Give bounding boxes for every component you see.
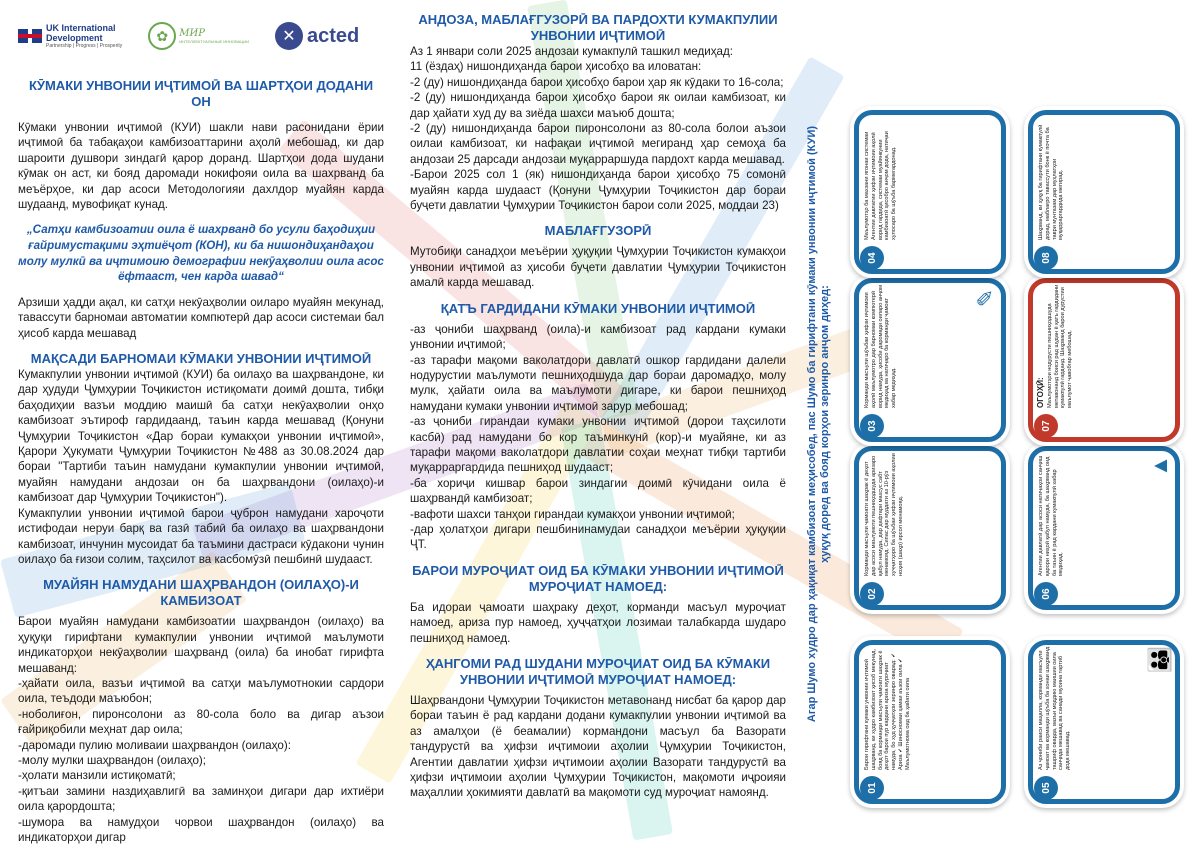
steps-header xyxy=(800,0,848,848)
step-card-05 xyxy=(1024,636,1184,808)
tax-heading: АНДОЗА, МАБЛАҒГУЗОРӢ ВА ПАРДОХТИ КУМАКПУЛИИ УНВОНИИ ИҶТИМОӢ xyxy=(418,12,778,43)
define-paragraph: Барои муайян намудани камбизоатии шаҳрвандон (оилаҳо) ва ҳуқуқи гирифтани кумакпулии унвонии иҷтимоӣ маълумоти индикаторҳои некӯаҳволии шаҳрванд (оила) ба инобат гирифта мешаванд: xyxy=(18,615,384,675)
uk-flag-icon xyxy=(18,29,42,43)
mir-emblem-icon: ✿ xyxy=(148,22,176,50)
step-card-02 xyxy=(850,442,1010,614)
goal-heading: МАҚСАДИ БАРНОМАИ КӮМАКИ УНВОНИИ ИҶТИМОӢ xyxy=(30,351,372,367)
define-list xyxy=(18,676,384,845)
apply-heading: БАРОИ МУРОҶИАТ ОИД БА КӮМАКИ УНВОНИИ ИҶТИМОӢ МУРОҶИАТ НАМОЕД: xyxy=(412,562,784,594)
step-text: Маълумотҳо ба махзани ягонаи системаи Агентии давлатии ҳифзи иҷтимоии аҳолӣ ворид гардида, системаи муайянкунии камбизоатӣ ҳисобро анҷом дода, натиҷаи хулосаро ба шӯъба бармегардонад. xyxy=(864,131,898,240)
panel-middle xyxy=(400,0,800,848)
step-text: Аз ҷониби раиси маҳалла, корманди масъули ҷамоат ва корманди шӯъба ба хонаи шаҳрванд ташриф оварда, вазъи моддию маишии оила санҷида мешавад ва санади муоина тартиб дода мешавад. xyxy=(1038,646,1072,770)
quote-text: „Сатҳи камбизоатии оила ё шахрванд бо усули баҳодиҳии ғайримустақими эҳтиёҷот (КОН), ки ба нишондиҳандаҳои молу мулкӣ ва иҷтимоию демографии некӯаҳволии оила асос ёфтааст, чен карда шавад“ xyxy=(18,223,384,284)
acted-logo xyxy=(275,22,359,50)
stop-list xyxy=(410,322,786,553)
step-card-01 xyxy=(850,636,1010,808)
steps-header-line1: Агар Шумо худро дар ҳақиқат камбизоат меҳисобед, пас Шумо ба гирифтани кӯмаки унвонии иҷтимоӣ (КУИ) xyxy=(806,125,818,723)
tax-list xyxy=(410,44,786,213)
list-item: -2 (ду) нишондиҳанда барои ҳисобҳо барои як оилаи камбизоат, ки дар ҳайати худ ду ва зиёда шахси маъюб дошта; xyxy=(410,91,786,120)
list-item: -ба хориҷи кишвар барои зиндагии доимӣ кӯчидани оила ё шаҳрвандӣ камбизоат; xyxy=(410,476,786,506)
ukid-sub: Partnership | Progress | Prosperity xyxy=(46,43,123,49)
step-number: 01 xyxy=(860,776,884,800)
fund-heading: МАБЛАҒГУЗОРӢ xyxy=(544,223,652,239)
list-item: 11 (ёздаҳ) нишондиҳанда барои ҳисобҳо ва иловатан: xyxy=(410,60,702,74)
step-card-07 xyxy=(1024,274,1184,446)
list-item: -2 (ду) нишондиҳанда барои пиронсолони аз 80-сола болои аъзои оилаи камбизоат, ки нафақаи иҷтимоӣ мегиранд ҳар семоҳа ба андозаи 25 дарсади андозаи муқарраршуда пардохт карда мешавад. xyxy=(410,122,786,166)
list-item: -дар ҳолатҳои дигари пешбининамудаи санадҳои меъёрии ҳуқуқии ҶТ. xyxy=(410,522,786,552)
intro-heading: КӮМАКИ УНВОНИИ ИҶТИМОӢ ВА ШАРТҲОИ ДОДАНИ ОН xyxy=(28,78,374,109)
step-text: Корманди масъули шӯъбаи ҳифзи иҷтимоии аҳолӣ маълумотро дар барномаи компютерӣ ворид намуда, ҳисоби даромади оиларо анҷом медиҳад ва натиҷаро ба корманди ҷамоат хабар медиҳад. xyxy=(864,284,898,408)
acted-emblem-icon: ✕ xyxy=(275,22,303,50)
panel-left xyxy=(0,0,400,848)
list-item: Аз 1 январи соли 2025 андозаи кумакпулӣ ташкил медиҳад: xyxy=(410,45,733,58)
list-item: -даромади пулию моливаии шаҳрвандон (оилаҳо): xyxy=(18,738,291,752)
intro-paragraph: Кӯмаки унвонии иҷтимоӣ (КУИ) шакли нави расонидани ёрии иҷтимоӣ ба табақаҳои камбизоаттарини аҳолӣ мебошад, ки дар шароити душвори зиндагӣ қарор доранд. Шартҳои дода шудани кӯмак он аст, ки бояд даромади нокифояи оила ва шахрванд ба меъёрҳое, ки дар асоси Методологияи дахлдор муайян карда шудаанд, мувофиқат кунад. xyxy=(18,121,384,212)
reject-paragraph: Шаҳрвандони Ҷумҳурии Тоҷикистон метавонанд нисбат ба қарор дар бораи таъин ё рад кардани додани кумакпулии унвонии иҷтимоӣ ва аз амалҳои (ё беамалии) кормандони масъул ба Вазорати тандурустӣ ва ҳифзи иҷтимоии аҳолии Ҷумҳурии Тоҷикистон, Агентии давлатии ҳифзи иҷтимоии аҳолии Вазорати тандурустӣ ва ҳифзи иҷтимоии аҳолии Ҷумҳурии Тоҷикистон, мақомоти иҷроияи маҳаллии ҳокимияти давлатӣ ва мақомоти суд муроҷиат намоянд. xyxy=(410,694,786,800)
acted-name: acted xyxy=(306,24,360,47)
step-number: 07 xyxy=(1034,414,1058,438)
step-text: Агентии давлатӣ дар асоси натиҷаҳои санҷиш қарори ниҳоӣ қабул намуда, ба шаҳрванд оид ба таъин ё рад кардани кумакпулӣ хабар медиҳад. xyxy=(1038,455,1065,576)
list-item: -ноболиғон, пиронсолони аз 80-сола боло ва дигар аъзои ғайриқобили меҳнат дар оила; xyxy=(18,707,384,737)
mir-logo xyxy=(148,22,249,50)
mir-sub: ИНТЕЛЛЕКТУАЛЬНЫЕ ИННОВАЦИИ xyxy=(179,39,249,44)
step-text: Маълумотҳои нодурусти пешниҳодшуда метавонанд боиси рад шудан ё қатъ гардидани кумакпулӣ гарданд. Шаҳрванд барои дурустии маълумот ҷавобгар мебошад. xyxy=(1046,284,1074,408)
list-item: -аз ҷониби гирандаи кумаки унвонии иҷтимоӣ (дорои таҳсилоти касбӣ) рад намудани бо кор таъминкунӣ (кор)-и муайяне, ки аз тарафи мақоми ваколатдори давлатии соҳаи меҳнат тибқи тартиби муқарраргардида пешниҳод шудааст; xyxy=(410,415,786,475)
steps-header-line2: ҳуқуқ доред ва бояд корҳои зеринро анҷом диҳед: xyxy=(819,285,831,563)
apply-paragraph: Ба идораи ҷамоати шаҳраку деҳот, корманди масъул муроҷиат намоед, ариза пур намоед, ҳуҷҷатҳои лозимаи талабкарда шударо пешниҳод намоед. xyxy=(410,600,786,645)
list-item: -2 (ду) нишондиҳанда барои ҳисобҳо барои ҳар як кӯдаки то 16-сола; xyxy=(410,75,784,89)
list-item: -аз тарафи мақоми ваколатдори давлатӣ ошкор гардидани далели нодурустии маълумоти пешниҳодшуда дар бораи даромадҳо, молу мулк, ҳайати оила ва маълумоти дигаре, ки барои пешниҳод намудани кумаки унвонии иҷтимоӣ зарур мебошад; xyxy=(410,353,786,413)
warning-label: ОГОҲӢ: xyxy=(1036,377,1045,408)
step-card-08 xyxy=(1024,106,1184,278)
quote-after-paragraph: Арзиши ҳадди ақал, ки сатҳи некӯаҳволии оиларо муайян мекунад, тавассути барномаи автоматии компютерӣ дар асоси системаи бал ҳисоб карда мешавад xyxy=(18,295,384,340)
family-icon: 👪 xyxy=(1147,646,1172,674)
stop-heading: ҚАТЪ ГАРДИДАНИ КӮМАКИ УНВОНИИ ИҶТИМОӢ xyxy=(440,300,756,316)
logo-bar xyxy=(18,14,384,58)
step-number: 08 xyxy=(1034,246,1058,270)
step-card-06 xyxy=(1024,442,1184,614)
define-heading: МУАЙЯН НАМУДАНИ ШАҲРВАНДОН (ОИЛАҲО)-И КАМБИЗОАТ xyxy=(43,577,359,609)
step-text: Корманди масъули ҷамоати шаҳрак ё деҳот дар асоси маълумоти пешниҳодшуда аризаро қабул намуда, дар дафтари махсус сабт менамояд. Сипас дар муддати аз 10-рӯз хуҷҷатҳоро ба шӯъбаи ҳифзи иҷтимоии аҳолии ноҳия (шаҳр) ирсол менамояд. xyxy=(864,453,904,576)
step-text: Шаҳрванд, ки ҳуқуқ ба гирифтани кумакпулӣ дорад, маблағро тавассути бонк ё почта ба таври мунтазам дар муҳлатҳои муқарраргардида мегирад. xyxy=(1038,124,1065,240)
list-item: -шумора ва намудҳои чорвои шаҳрвандон (оилаҳо) ва индикаторҳои дигар xyxy=(18,815,384,844)
step-text-wrapper xyxy=(1038,284,1074,408)
uk-international-development-logo xyxy=(18,23,122,49)
list-item: -аз ҷониби шаҳрванд (оила)-и камбизоат рад кардани кумаки унвонии иҷтимоӣ; xyxy=(410,322,786,352)
ukid-title2: Development xyxy=(46,33,103,43)
ukid-title: UK International xyxy=(46,23,116,33)
step-text: Барои гирифтани кумаки унвонии иҷтимоӣ шаҳрванд, ки худро камбизоат ҳисоб мекунад, бояд ба корманди масъули ҷамоати шаҳрак ё деҳот барои пур кардани ариза муроҷиат намуда, бо худ ҳуҷҷатҳои зеринро оварад: ✔ Ариза ✔ Шиносномаи ҳамаи аъзои оила ✔ Маълумотнома оид ба ҳайати оила xyxy=(864,648,911,770)
step-number: 05 xyxy=(1034,776,1058,800)
list-item: -қитъаи замини наздиҳавлигӣ ва заминҳои дигари дар ихтиёри оила қарордошта; xyxy=(18,784,384,814)
reject-heading: ҲАНГОМИ РАД ШУДАНИ МУРОҶИАТ ОИД БА КӮМАКИ УНВОНИИ ИҶТИМОӢ МУРОҶИАТ НАМОЕД: xyxy=(425,656,771,687)
step-number: 02 xyxy=(860,582,884,606)
goal-paragraph-1: Кумакпулии унвонии иҷтимоӣ (КУИ) ба оилаҳо ва шаҳрвандоне, ки дар ҳудуди Ҷумҳурии Тоҷикистон истиқомати доимӣ дошта, тибқи баҳодиҳии вазъи моддию маишӣ ба сатҳи некӯаҳволии онҳо камбизоат эътироф гардидаанд, таъин карда мешавад (Қонуни Ҷумҳурии Тоҷикистон «Дар бораи кумакҳои унвонии иҷтимоӣ», Қарори Ҳукумати Ҷумҳурии Тоҷикистон №488 аз 30.08.2024 дар бораи "Тартиби таъин намудани кумакпулии унвонии иҷтимоӣ, муайян намудани андозаи он ба шаҳрвандони (оилаҳо)-и камбизоат дар Ҷумҳурии Тоҷикистон"). xyxy=(18,368,384,505)
list-item: -ҳайати оила, вазъи иҷтимоӣ ва сатҳи маълумотнокии сардори оила, теъдоди маъюбон; xyxy=(18,676,384,706)
step-card-04 xyxy=(850,106,1010,278)
step-number: 04 xyxy=(860,246,884,270)
step-number: 06 xyxy=(1034,582,1058,606)
goal-paragraph-2: Кумакпулии унвонии иҷтимоӣ барои ҷуброн намудани хароҷоти истифодаи неруи барқ ва газӣ табиӣ ба оилаҳо ва шаҳрвандони камбизоат, инчунин мусоидат ба таъмини дастраси кӯдакони чунин оилаҳо ба ғизои солим, таҳсилот ва касбомӯзӣ пешбинӣ шудааст. xyxy=(18,506,384,566)
list-item: -Барои 2025 сол 1 (як) нишондиҳанда барои ҳисобҳо 75 сомонӣ муайян карда шудааст (Қонуни Ҷумҳурии Тоҷикистон дар бораи буҷети давлатии Ҷумҳурии Тоҷикистон барои соли 2025, моддаи 23) xyxy=(410,168,786,213)
building-icon: ▲ xyxy=(1147,455,1172,477)
step-number: 03 xyxy=(860,414,884,438)
step-card-03 xyxy=(850,274,1010,446)
document-pen-icon: ✎ xyxy=(973,288,998,308)
fund-paragraph: Мутобиқи санадҳои меъёрии ҳуқуқии Ҷумҳурии Тоҷикистон кумакҳои унвонии иҷтимоӣ аз ҳисоби буҷети давлатии Ҷумҳурии Тоҷикистон амалӣ карда мешавад. xyxy=(410,245,786,290)
mir-name: МИР xyxy=(179,28,205,39)
list-item: -ҳолати манзили истиқоматӣ; xyxy=(18,769,176,783)
list-item: -вафоти шахси танҳои гирандаи кумакҳои унвонии иҷтимоӣ; xyxy=(410,507,735,521)
list-item: -молу мулки шаҳрвандон (оилаҳо); xyxy=(18,753,207,767)
